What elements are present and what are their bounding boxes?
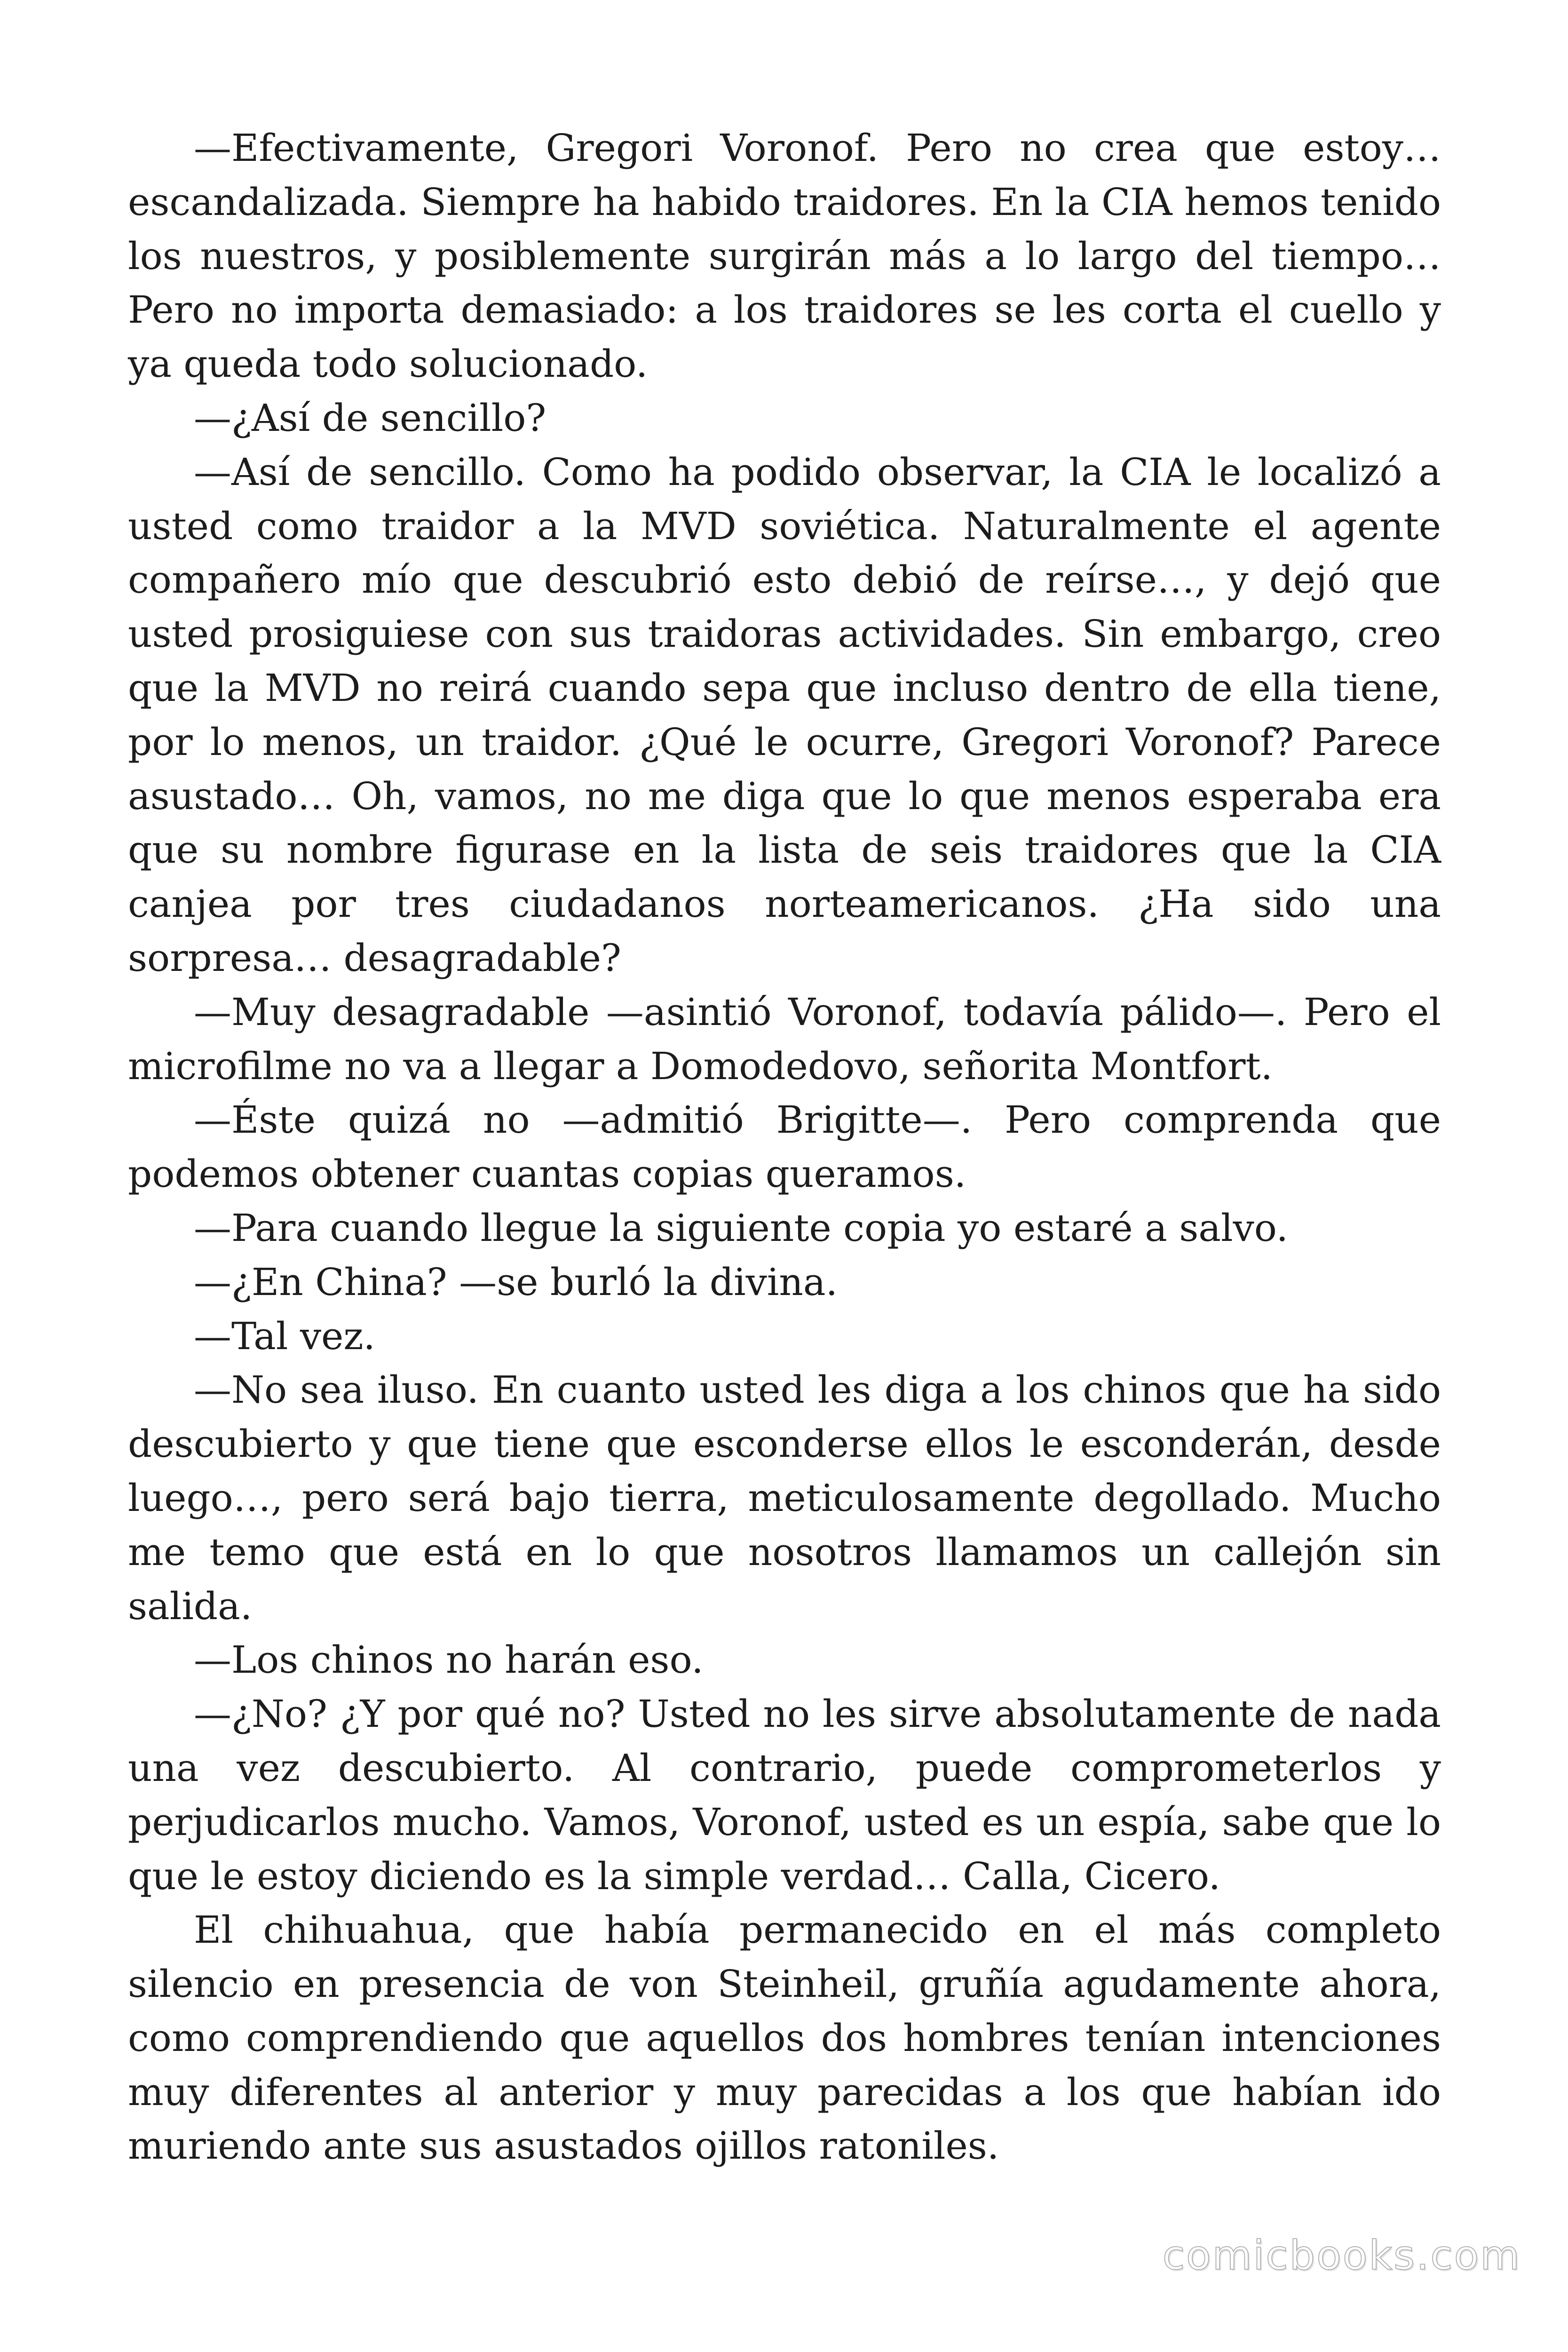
paragraph-2: —¿Así de sencillo? [194, 396, 546, 440]
paragraph-4: —Muy desagradable —asintió Voronof, todavía pálido—. Pero el microfilme no va a llegar a Domodedovo, señorita Montfort. [128, 990, 1441, 1088]
paragraph-10: —Los chinos no harán eso. [194, 1638, 704, 1682]
paragraph-8: —Tal vez. [194, 1314, 375, 1358]
watermark: comicbooks.com [1162, 2232, 1521, 2279]
page-body [128, 121, 1441, 2173]
paragraph-9: —No sea iluso. En cuanto usted les diga a los chinos que ha sido descubierto y que tiene que esconderse ellos le esconderán, desde luego…, pero será bajo tierra, meticulosamente degollado. Mucho me temo que está en lo que nosotros llamamos un callejón sin salida. [128, 1368, 1441, 1628]
paragraph-7: —¿En China? —se burló la divina. [194, 1260, 838, 1304]
paragraph-11: —¿No? ¿Y por qué no? Usted no les sirve absolutamente de nada una vez descubierto. Al contrario, puede comprometerlos y perjudicarlos mucho. Vamos, Voronof, usted es un espía, sabe que lo que le estoy diciendo es la simple verdad… Calla, Cicero. [128, 1692, 1441, 1898]
paragraph-12: El chihuahua, que había permanecido en el más completo silencio en presencia de von Steinheil, gruñía agudamente ahora, como comprendiendo que aquellos dos hombres tenían intenciones muy diferentes al anterior y muy parecidas a los que habían ido muriendo ante sus asustados ojillos ratoniles. [128, 1908, 1441, 2168]
paragraph-5: —Éste quizá no —admitió Brigitte—. Pero comprenda que podemos obtener cuantas copias queramos. [128, 1098, 1441, 1196]
paragraph-3: —Así de sencillo. Como ha podido observar, la CIA le localizó a usted como traidor a la MVD soviética. Naturalmente el agente compañero mío que descubrió esto debió de reírse…, y dejó que usted prosiguiese con sus traidoras actividades. Sin embargo, creo que la MVD no reirá cuando sepa que incluso dentro de ella tiene, por lo menos, un traidor. ¿Qué le ocurre, Gregori Voronof? Parece asustado… Oh, vamos, no me diga que lo que menos esperaba era que su nombre figurase en la lista de seis traidores que la CIA canjea por tres ciudadanos norteamericanos. ¿Ha sido una sorpresa… desagradable? [128, 450, 1441, 980]
paragraph-6: —Para cuando llegue la siguiente copia yo estaré a salvo. [194, 1206, 1288, 1250]
paragraph-1: —Efectivamente, Gregori Voronof. Pero no crea que estoy… escandalizada. Siempre ha habido traidores. En la CIA hemos tenido los nuestros, y posiblemente surgirán más a lo largo del tiempo… Pero no importa demasiado: a los traidores se les corta el cuello y ya queda todo solucionado. [128, 126, 1441, 386]
